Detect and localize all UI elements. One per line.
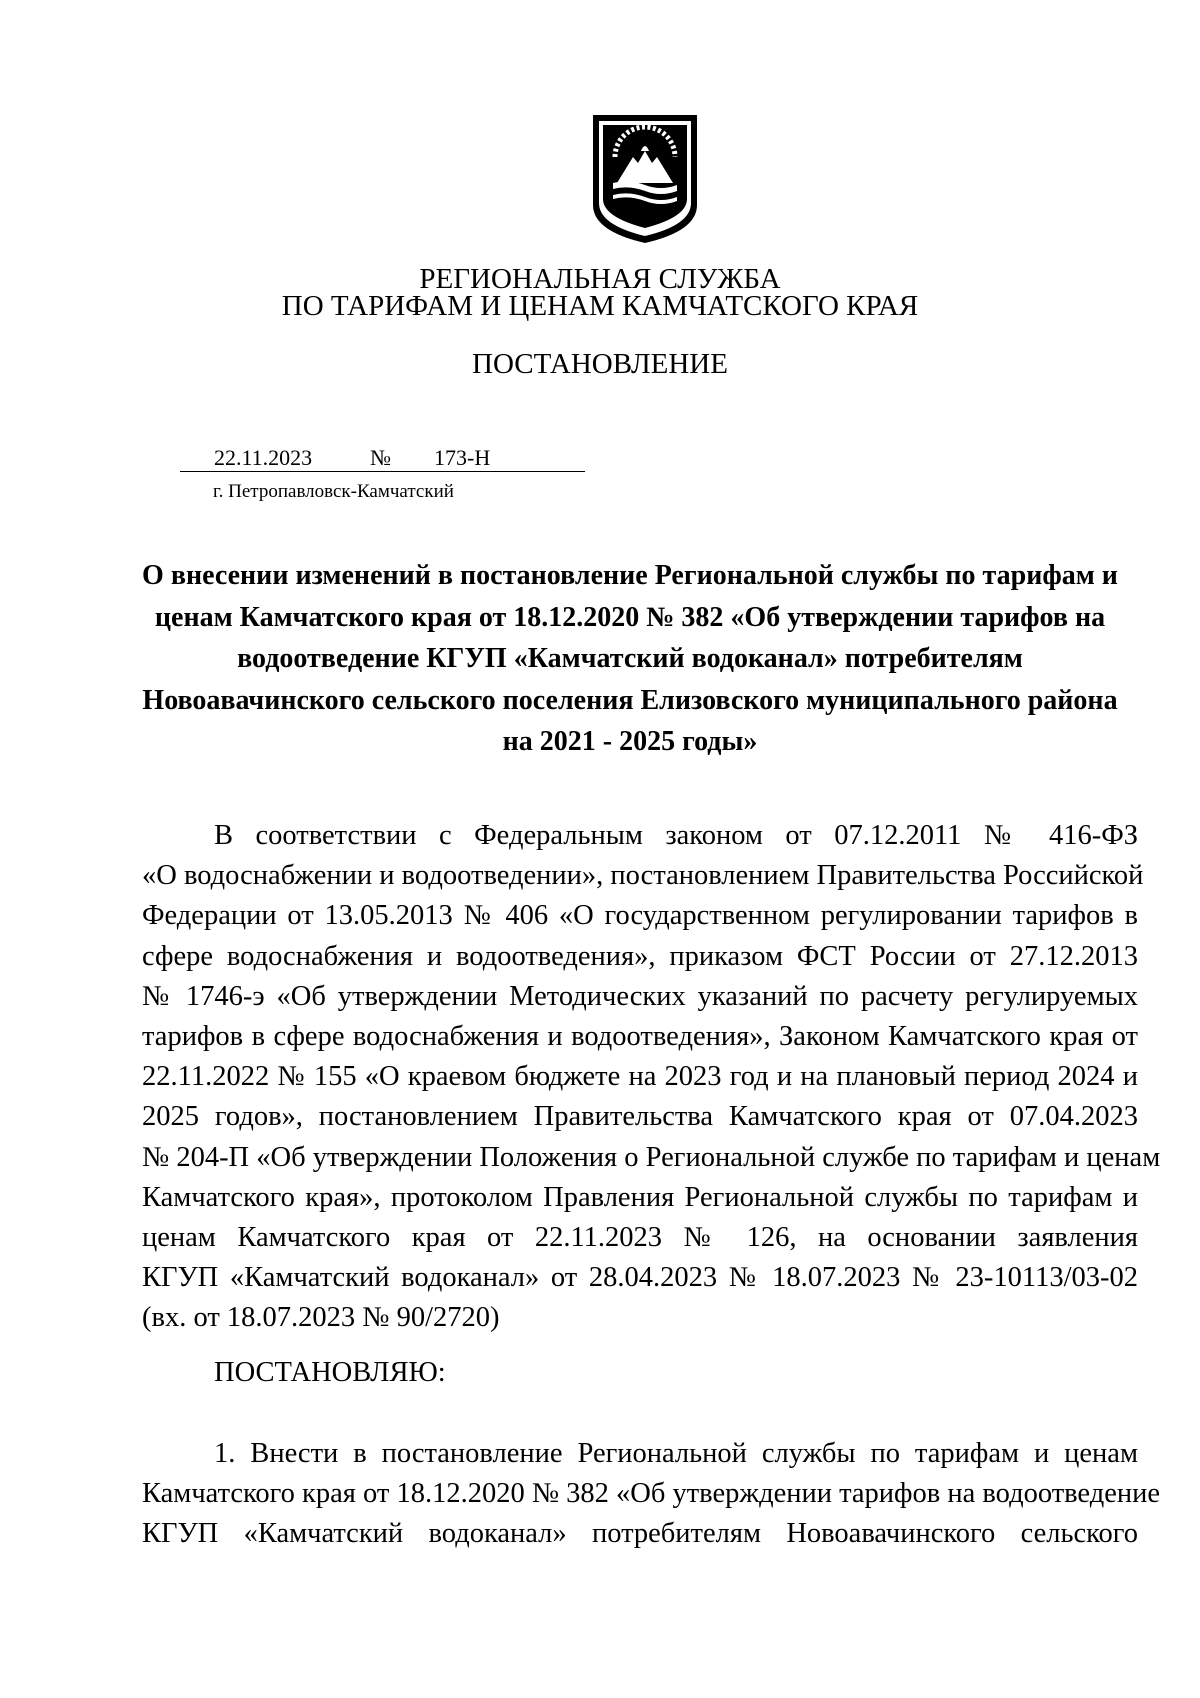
org-name-line-1: РЕГИОНАЛЬНАЯ СЛУЖБА bbox=[419, 263, 781, 295]
preamble-line: ценам Камчатского края от 22.11.2023 № 126, на основании заявления bbox=[142, 1221, 1138, 1253]
preamble-line: № 1746-э «Об утверждении Методических указаний по расчету регулируемых bbox=[142, 980, 1138, 1012]
document-type: ПОСТАНОВЛЕНИЕ bbox=[472, 348, 728, 380]
preamble-line: «О водоснабжении и водоотведении», постановлением Правительства Российской bbox=[142, 860, 1144, 892]
item-line: КГУП «Камчатский водоканал» потребителям Новоавачинского сельского bbox=[142, 1518, 1138, 1550]
preamble-paragraph bbox=[142, 816, 1161, 1338]
decree-word: ПОСТАНОВЛЯЮ: bbox=[214, 1357, 446, 1388]
kamchatka-coat-of-arms-icon bbox=[591, 113, 699, 245]
preamble-line: (вх. от 18.07.2023 № 90/2720) bbox=[142, 1302, 500, 1334]
org-name-line-2: ПО ТАРИФАМ И ЦЕНАМ КАМЧАТСКОГО КРАЯ bbox=[281, 290, 919, 322]
preamble-line: Федерации от 13.05.2013 № 406 «О государственном регулировании тарифов в bbox=[142, 900, 1138, 932]
title-line: водоотведение КГУП «Камчатский водоканал» потребителям bbox=[237, 643, 1023, 674]
preamble-line: Камчатского края», протоколом Правления Региональной службы по тарифам и bbox=[142, 1181, 1138, 1213]
preamble-line: тарифов в сфере водоснабжения и водоотведения», Законом Камчатского края от bbox=[142, 1020, 1138, 1052]
city-name: г. Петропавловск-Камчатский bbox=[213, 481, 454, 502]
document-title bbox=[135, 555, 1125, 763]
preamble-line: 22.11.2022 № 155 «О краевом бюджете на 2023 год и на плановый период 2024 и bbox=[142, 1061, 1138, 1093]
title-line: Новоавачинского сельского поселения Елизовского муниципального района bbox=[142, 684, 1118, 716]
date-number-row bbox=[180, 445, 585, 472]
title-line: на 2021 - 2025 годы» bbox=[502, 726, 758, 757]
item-1-paragraph bbox=[142, 1434, 1161, 1555]
preamble-line: В соответствии с Федеральным законом от 07.12.2011 № 416-ФЗ bbox=[214, 820, 1138, 851]
item-line: 1. Внести в постановление Региональной службы по тарифам и ценам bbox=[214, 1438, 1138, 1469]
preamble-line: сфере водоснабжения и водоотведения», приказом ФСТ России от 27.12.2013 bbox=[142, 940, 1138, 972]
title-line: О внесении изменений в постановление Региональной службы по тарифам и bbox=[142, 560, 1118, 591]
preamble-line: № 204-П «Об утверждении Положения о Региональной службе по тарифам и ценам bbox=[142, 1141, 1161, 1173]
number-sign: № bbox=[370, 445, 391, 470]
item-line: Камчатского края от 18.12.2020 № 382 «Об утверждении тарифов на водоотведение bbox=[142, 1478, 1161, 1510]
document-date: 22.11.2023 bbox=[214, 445, 313, 470]
preamble-line: КГУП «Камчатский водоканал» от 28.04.2023 № 18.07.2023 № 23-10113/03-02 bbox=[142, 1262, 1138, 1294]
document-number: 173-Н bbox=[434, 445, 491, 470]
preamble-line: 2025 годов», постановлением Правительства Камчатского края от 07.04.2023 bbox=[142, 1101, 1138, 1133]
title-line: ценам Камчатского края от 18.12.2020 № 382 «Об утверждении тарифов на bbox=[154, 601, 1106, 633]
